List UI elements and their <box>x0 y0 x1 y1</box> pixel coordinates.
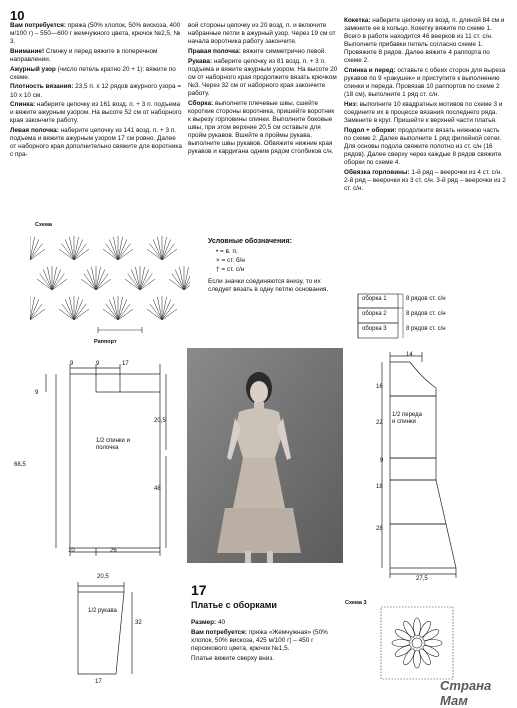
paragraph: Плотность вязания: 23,5 п. х 12 рядов ажурного узора = 10 х 10 см. <box>10 83 182 99</box>
dim-label: 17 <box>95 679 102 685</box>
paragraph: Ажурный узор (число петель кратно 20 + 1): вяжите по схеме. <box>10 65 176 81</box>
scheme3-motif <box>378 604 456 682</box>
paragraph: Сборка: выполните плечевые швы, сшейте короткие стороны воротника, пришейте воротник к вырезу горловины спинки. Выполните боковые швы, при этом верхние 20,5 см оставьте для пройм рукавов. Вшейте в проймы рукава, выполните швы рукавов. Обвяжите нижние края рукавов и кардигана одним рядом столбиков с/н. <box>188 99 335 156</box>
ruffle-2-value: 8 рядов ст. с/н <box>406 311 446 317</box>
dim-label: 32 <box>135 620 142 626</box>
ruffle-3-label: оборка 3 <box>362 326 387 332</box>
ruffle-1-label: оборка 1 <box>362 296 387 302</box>
ruffle-3-value: 8 рядов ст. с/н <box>406 326 446 332</box>
model-number: 17 <box>191 582 207 598</box>
column-2 <box>188 22 338 158</box>
model-title: Платье с оборками <box>191 600 277 610</box>
dim-label: 17 <box>122 361 129 367</box>
fan-stitch-chart <box>30 230 190 338</box>
dim-label: 22 <box>376 420 383 426</box>
paragraph: Вам потребуется: пряжа «Жемчужная» (50% хлопок, 50% вискоза, 425 м/100 г) – 450 г персикового цвета, крючок №1,5. <box>191 628 328 652</box>
dim-label: 9 <box>35 390 39 396</box>
dim-label: 9 <box>380 458 384 464</box>
paragraph: Подол + оборки: продолжите вязать нижнюю часть по схеме 2. Далее выполните 1 ряд филейной сетки. Для основы подола свяжите полотно из ст. с/н (16 рядов). Далее сверху через каждые 8 рядов свяжите оборки по схеме 4. <box>344 127 502 167</box>
paragraph: Правая полочка: вяжите симметрично левой. <box>188 47 327 55</box>
model-photo <box>187 348 343 563</box>
dim-label: 9 <box>70 361 74 367</box>
legend <box>208 238 333 294</box>
dim-label: 20,5 <box>154 418 166 424</box>
paragraph: Низ: выполните 10 квадратных мотивов по схеме 3 и соедините их в процессе вязания последнего ряда. Замкните в круг. Пришейте к верхней части платья. <box>344 101 503 125</box>
paragraph: Обвязка горловины: 1-й ряд – веерочки из 4 ст. с/н. 2-й ряд – веерочки из 3 ст. с/н. 3-й ряд – веерочки из 2 ст. с/н. <box>344 169 506 193</box>
paragraph: Рукава: наберите цепочку из 81 возд. п. + 3 п. подъема и вяжите ажурным узором. На высоте 20 см от наборного края продолжите вязать крючком №3. Через 32 см от наборного края закончите работу. <box>188 57 338 97</box>
column-1 <box>10 22 182 161</box>
rapport-label: Раппорт <box>94 339 117 345</box>
paragraph: Внимание! Спинку и перед вяжите в поперечном направлении. <box>10 47 158 63</box>
pattern-sleeve-label: 1/2 рукава <box>88 608 117 614</box>
watermark: Страна Мам <box>440 678 492 708</box>
dim-label: 27,5 <box>416 576 428 582</box>
paragraph: Размер: 40 <box>191 619 226 626</box>
paragraph: вой стороны цепочку из 20 возд. п. и включите набранные петли в ажурный узор. Через 19 см от начала воротника работу закончите. <box>188 22 336 46</box>
paragraph: Кокетка: наберите цепочку из возд. п. длиной 84 см и замкните ее в кольцо. Кокетку вяжите по схеме 1. Всего в работе находится 46 веерков из 11 ст. с/н. Выполните прибавки петель согласно схеме 1. Провяжите 8 рядов. Далее вяжите 4 раппорта по схеме 2. <box>344 17 505 65</box>
dim-label: 14 <box>406 352 413 358</box>
dim-label: 10 <box>68 548 75 554</box>
legend-item: • = в. п. <box>216 248 238 255</box>
legend-item: × = ст. б/н <box>216 257 245 264</box>
model-description <box>191 619 341 664</box>
page-number: 10 <box>10 8 25 23</box>
paragraph: Вам потребуется: пряжа (50% хлопок, 50% вискоза, 400 м/100 г) – 550—600 г жемчужного цвета, крючок №2,5, № 3. <box>10 22 181 46</box>
legend-title: Условные обозначения: <box>208 238 292 245</box>
dim-label: 20,5 <box>97 574 109 580</box>
scheme-label: Схема <box>35 222 52 228</box>
ruffle-2-label: оборка 2 <box>362 311 387 317</box>
dim-label: 9 <box>96 361 100 367</box>
paragraph: Спинка: наберите цепочку из 161 возд. п. + 3 п. подъема и вяжите ажурным узором. На высоте 52 см от наборного края закончите работу. <box>10 101 182 125</box>
dim-label: 18 <box>376 484 383 490</box>
legend-item: † = ст. с/н <box>216 266 245 273</box>
dim-label: 68,5 <box>14 462 26 468</box>
paragraph: Левая полочка: наберите цепочку из 141 возд. п. + 3 п. подъема и вяжите ажурным узором 17 см ровно. Далее от наборного края дополнительно свяжите для воротника с пра- <box>10 127 182 159</box>
pattern-dress-label: 1/2 переда и спинки <box>392 412 422 425</box>
dim-label: 16 <box>376 384 383 390</box>
legend-note: Если значки соединяются внизу, то их следует вязать в одну петлю основания. <box>208 278 329 294</box>
paragraph: Платье вяжите сверху вниз. <box>191 654 275 662</box>
dim-label: 48 <box>154 486 161 492</box>
scheme3-label: Схема 3 <box>345 600 367 606</box>
paragraph: Спинка и перед: оставьте с обеих сторон для выреза рукавов по 9 «ракушек» и приступите к выполнению спинки и переда. Провязав 10 раппортов по схеме 2 (18 см), выполните 1 ряд ст. с/н. <box>344 67 506 99</box>
pattern-left-label: 1/2 спинки и полочка <box>96 438 130 451</box>
ruffle-1-value: 8 рядов ст. с/н <box>406 296 446 302</box>
sleeve-pattern <box>70 578 160 678</box>
dim-label: 28 <box>376 526 383 532</box>
dim-label: 26 <box>110 548 117 554</box>
column-3 <box>344 17 508 195</box>
